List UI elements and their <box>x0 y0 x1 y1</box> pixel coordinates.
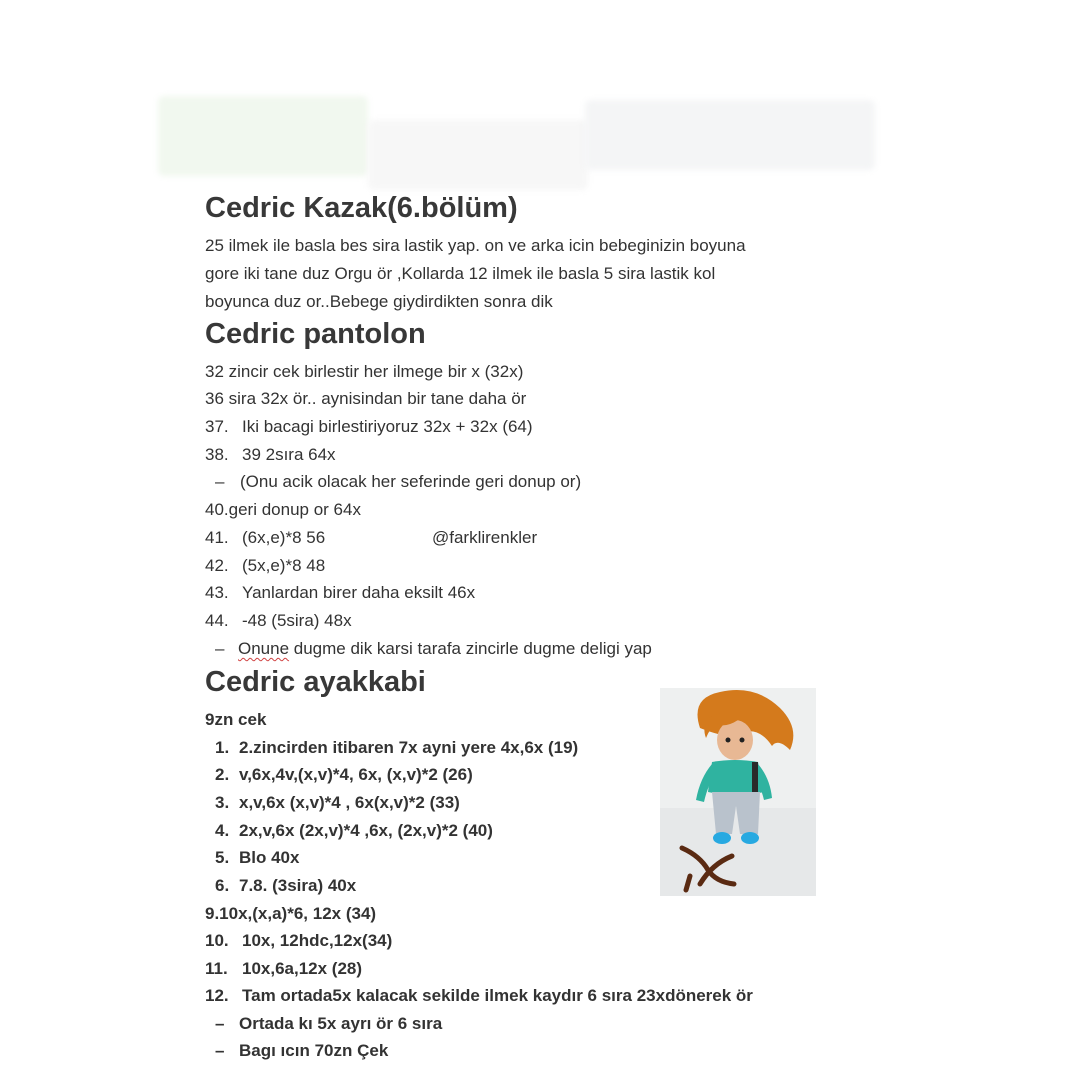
shoes-note-a: Ortada kı 5x ayrı ör 6 sıra <box>239 1014 443 1033</box>
pants-note-2-rest: dugme dik karsi tarafa zincirle dugme deligi yap <box>289 639 652 658</box>
shoes-row-5-text: Blo 40x <box>239 848 300 867</box>
pants-row-42-text: (5x,e)*8 48 <box>242 556 326 575</box>
blurred-header-left <box>158 96 368 176</box>
shoes-row-4-text: 2x,v,6x (2x,v)*4 ,6x, (2x,v)*2 (40) <box>239 821 493 840</box>
pants-note-1-dash: – <box>215 472 225 491</box>
pants-row-43-number: 43. <box>205 583 229 602</box>
doll-illustration <box>660 688 816 896</box>
pants-row-42-number: 42. <box>205 556 229 575</box>
pants-row-40: 40.geri donup or 64x <box>205 500 361 519</box>
shoes-note-a-dash: – <box>215 1014 225 1033</box>
shoes-row-6-text: 7.8. (3sira) 40x <box>239 876 357 895</box>
pants-note-2 <box>238 639 652 659</box>
spellcheck-word: Onune <box>238 639 290 658</box>
pants-row-43-text: Yanlardan birer daha eksilt 46x <box>242 583 476 602</box>
shoes-row-5-number: 5. <box>215 848 230 867</box>
shoes-note-b: Bagı ıcın 70zn Çek <box>239 1041 389 1060</box>
pants-row-41-number: 41. <box>205 528 229 547</box>
pants-line-2: 36 sira 32x ör.. aynisindan bir tane daha ör <box>205 389 527 408</box>
doll-photo <box>660 688 816 896</box>
pants-row-41-text: (6x,e)*8 56 <box>242 528 326 547</box>
pants-note-2-dash: – <box>215 639 225 658</box>
blurred-header-right <box>585 100 875 170</box>
pants-note-1: (Onu acik olacak her seferinde geri donup or) <box>240 472 582 491</box>
shoes-row-12-text: Tam ortada5x kalacak sekilde ilmek kaydır 6 sıra 23xdönerek ör <box>242 986 753 1005</box>
sweater-line-1: 25 ilmek ile basla bes sira lastik yap. on ve arka icin bebeginizin boyuna <box>205 236 746 255</box>
shoes-row-1-text: 2.zincirden itibaren 7x ayni yere 4x,6x (19) <box>239 738 579 757</box>
shoes-row-10-text: 10x, 12hdc,12x(34) <box>242 931 393 950</box>
blurred-header-middle <box>368 120 588 190</box>
shoes-row-11-text: 10x,6a,12x (28) <box>242 959 363 978</box>
shoes-row-9: 9.10x,(x,a)*6, 12x (34) <box>205 904 377 923</box>
shoes-row-2-text: v,6x,4v,(x,v)*4, 6x, (x,v)*2 (26) <box>239 765 473 784</box>
pants-line-1: 32 zincir cek birlestir her ilmege bir x (32x) <box>205 362 524 381</box>
pants-row-44-number: 44. <box>205 611 229 630</box>
shoes-note-b-dash: – <box>215 1041 225 1060</box>
pants-row-37-text: Iki bacagi birlestiriyoruz 32x + 32x (64) <box>242 417 533 436</box>
pants-title: Cedric pantolon <box>205 318 426 350</box>
pants-row-44-text: -48 (5sira) 48x <box>242 611 352 630</box>
sweater-line-2: gore iki tane duz Orgu ör ,Kollarda 12 ilmek ile basla 5 sira lastik kol <box>205 264 716 283</box>
shoes-row-2-number: 2. <box>215 765 230 784</box>
shoes-title: Cedric ayakkabi <box>205 666 426 698</box>
shoes-row-12-number: 12. <box>205 986 229 1005</box>
shoes-row-1-number: 1. <box>215 738 230 757</box>
shoes-row-10-number: 10. <box>205 931 229 950</box>
author-handle: @farklirenkler <box>432 528 538 547</box>
sweater-title: Cedric Kazak(6.bölüm) <box>205 192 518 224</box>
shoes-start: 9zn cek <box>205 710 267 729</box>
shoes-row-3-text: x,v,6x (x,v)*4 , 6x(x,v)*2 (33) <box>239 793 460 812</box>
pants-row-38-number: 38. <box>205 445 229 464</box>
shoes-row-4-number: 4. <box>215 821 230 840</box>
sweater-line-3: boyunca duz or..Bebege giydirdikten sonra dik <box>205 292 553 311</box>
pants-row-37-number: 37. <box>205 417 229 436</box>
shoes-row-6-number: 6. <box>215 876 230 895</box>
shoes-row-3-number: 3. <box>215 793 230 812</box>
shoes-row-11-number: 11. <box>205 959 228 978</box>
pants-row-38-text: 39 2sıra 64x <box>242 445 336 464</box>
